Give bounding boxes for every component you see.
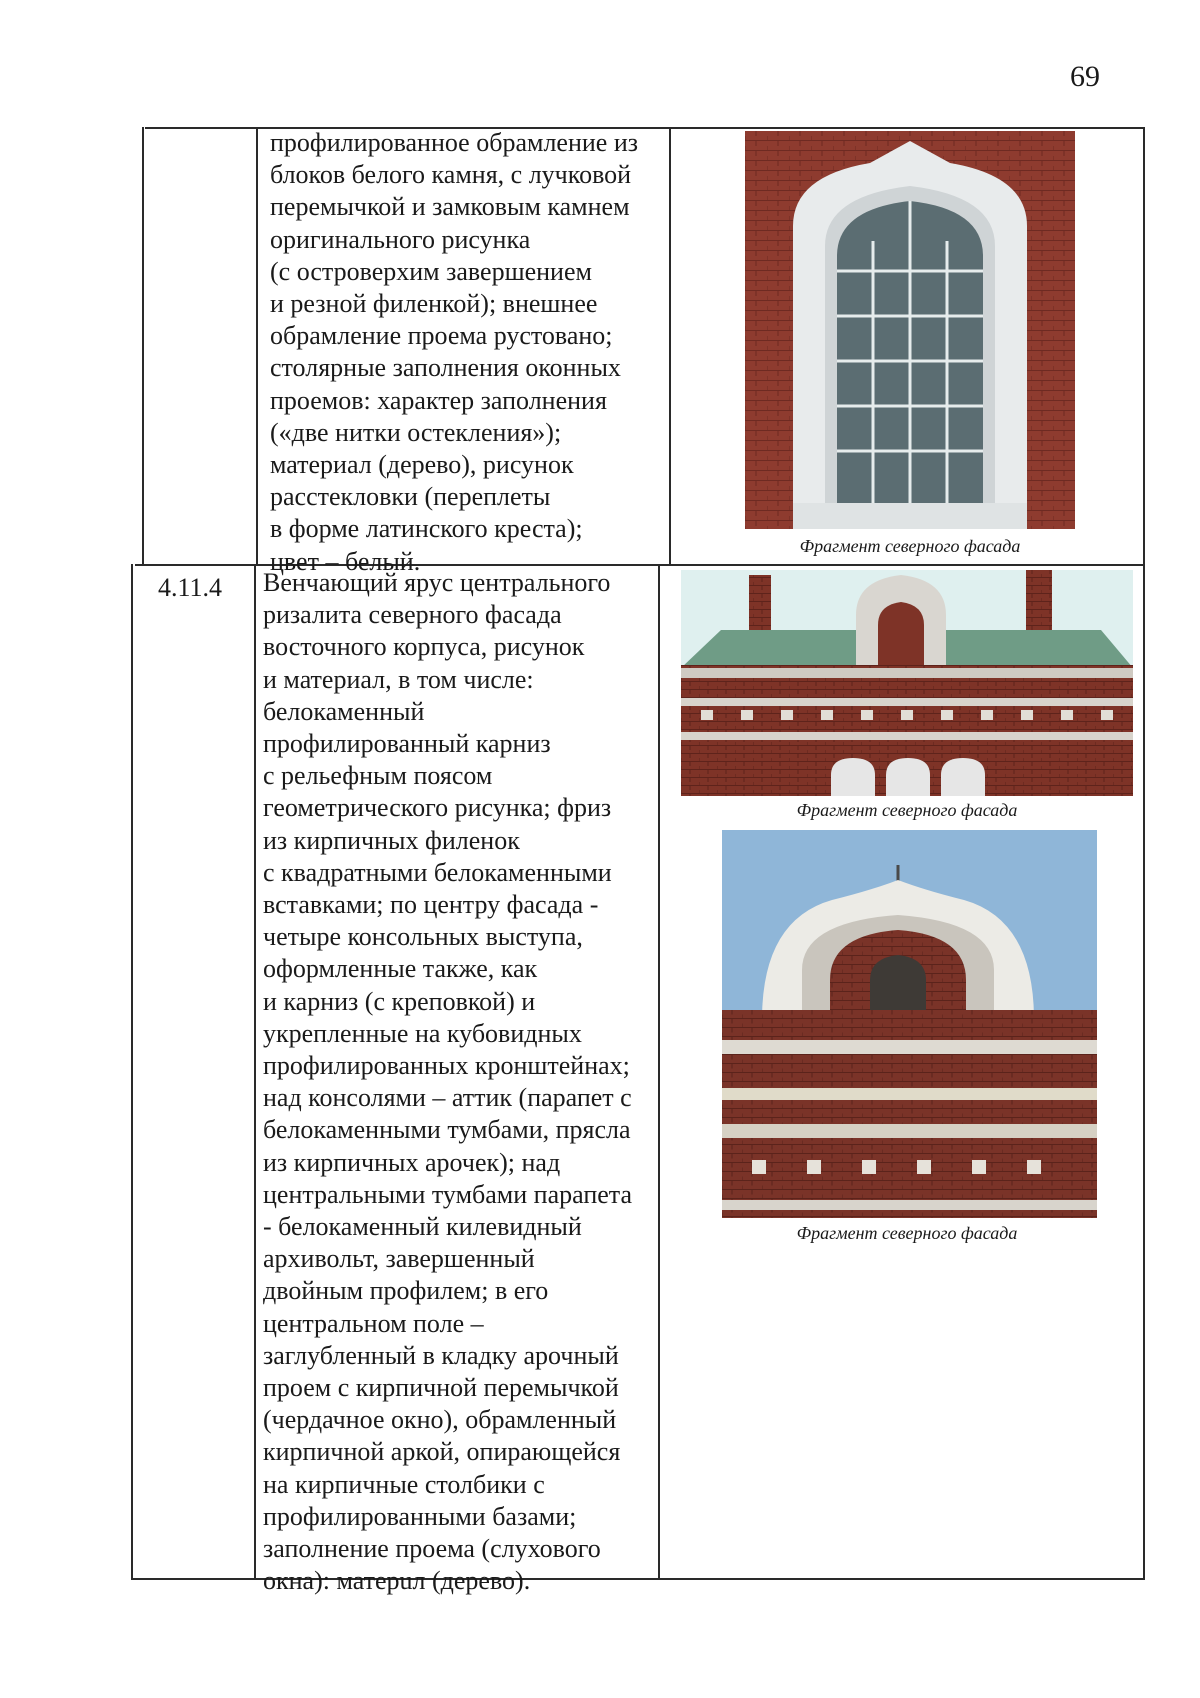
text-line: профилированными базами; [263,1501,577,1531]
text-line: с рельефным поясом [263,761,493,791]
photo-caption: Фрагмент северного фасада [796,800,1018,820]
photo-caption: Фрагмент северного фасада [799,536,1021,556]
text-line: вставками; по центру фасада - [263,890,599,920]
text-line: центральными тумбами парапета [263,1179,632,1209]
text-line: окна): матерuл (дерево). [263,1566,531,1596]
text-line: восточного корпуса, рисунок [263,632,585,662]
text-line: - белокаменный килевидный [263,1212,582,1242]
text-line: столярные заполнения оконных [270,353,621,383]
photo-crown-tier-closeup [722,830,1097,1218]
table-column-divider [254,564,256,1580]
text-line: над консолями – аттик (парапет с [263,1083,632,1113]
text-line: расстекловки (переплеты [270,482,551,512]
photo-crown-tier-wide [681,570,1133,796]
text-line: четыре консольных выступа, [263,922,583,952]
table-border-right [1143,127,1145,1580]
text-line: и резной филенкой); внешнее [270,289,598,319]
text-line: белокаменный [263,696,425,726]
text-line: профилированных кронштейнах; [263,1051,630,1081]
text-line: перемычкой и замковым камнем [270,192,630,222]
text-line: белокаменными тумбами, прясла [263,1115,631,1145]
text-line: (чердачное окно), обрамленный [263,1405,617,1435]
table-column-divider [658,564,660,1580]
text-line: заполнение проема (слухового [263,1534,601,1564]
table-column-divider [669,127,671,564]
row-2-description [263,567,632,1598]
text-line: двойным профилем; в его [263,1276,549,1306]
text-line: и карниз (с креповкой) и [263,986,536,1016]
text-line: профилированное обрамление из [270,128,639,157]
text-line: профилированный карниз [263,729,551,759]
page-number: 69 [1070,60,1100,93]
text-line: оформленные также, как [263,954,538,984]
text-line: («две нитки остекления»); [270,417,562,447]
text-line: геометрического рисунка; фриз [263,793,612,823]
text-line: укрепленные на кубовидных [263,1018,582,1048]
text-line: на кирпичные столбики с [263,1469,545,1499]
text-line: блоков белого камня, с лучковой [270,160,632,190]
text-line: (с островерхим завершением [270,256,592,286]
table-column-divider [256,127,258,564]
text-line: из кирпичных арочек); над [263,1147,561,1177]
row-1-description [270,127,638,578]
text-line: ризалита северного фасада [263,600,562,630]
text-line: заглубленный в кладку арочный [263,1340,619,1370]
text-line: и материал, в том числе: [263,664,534,694]
photo-caption: Фрагмент северного фасада [796,1223,1018,1243]
text-line: с квадратными белокаменными [263,857,612,887]
row-number: 4.11.4 [158,573,223,602]
text-line: кирпичной аркой, опирающейся [263,1437,621,1467]
text-line: цвет – белый. [270,546,421,576]
table-border-left [142,127,144,564]
photo-window-fragment [745,131,1075,529]
text-line: в форме латинского креста); [270,514,583,544]
text-line: из кирпичных филенок [263,825,520,855]
text-line: проем с кирпичной перемычкой [263,1373,619,1403]
text-line: материал (дерево), рисунок [270,450,574,480]
text-line: обрамление проема рустовано; [270,321,613,351]
text-line: проемов: характер заполнения [270,385,607,415]
text-line: архивольт, завершенный [263,1244,535,1274]
text-line: оригинального рисунка [270,224,531,254]
text-line: Венчающий ярус центрального [263,568,611,597]
text-line: центральном поле – [263,1308,484,1338]
table-border-left [131,564,133,1580]
